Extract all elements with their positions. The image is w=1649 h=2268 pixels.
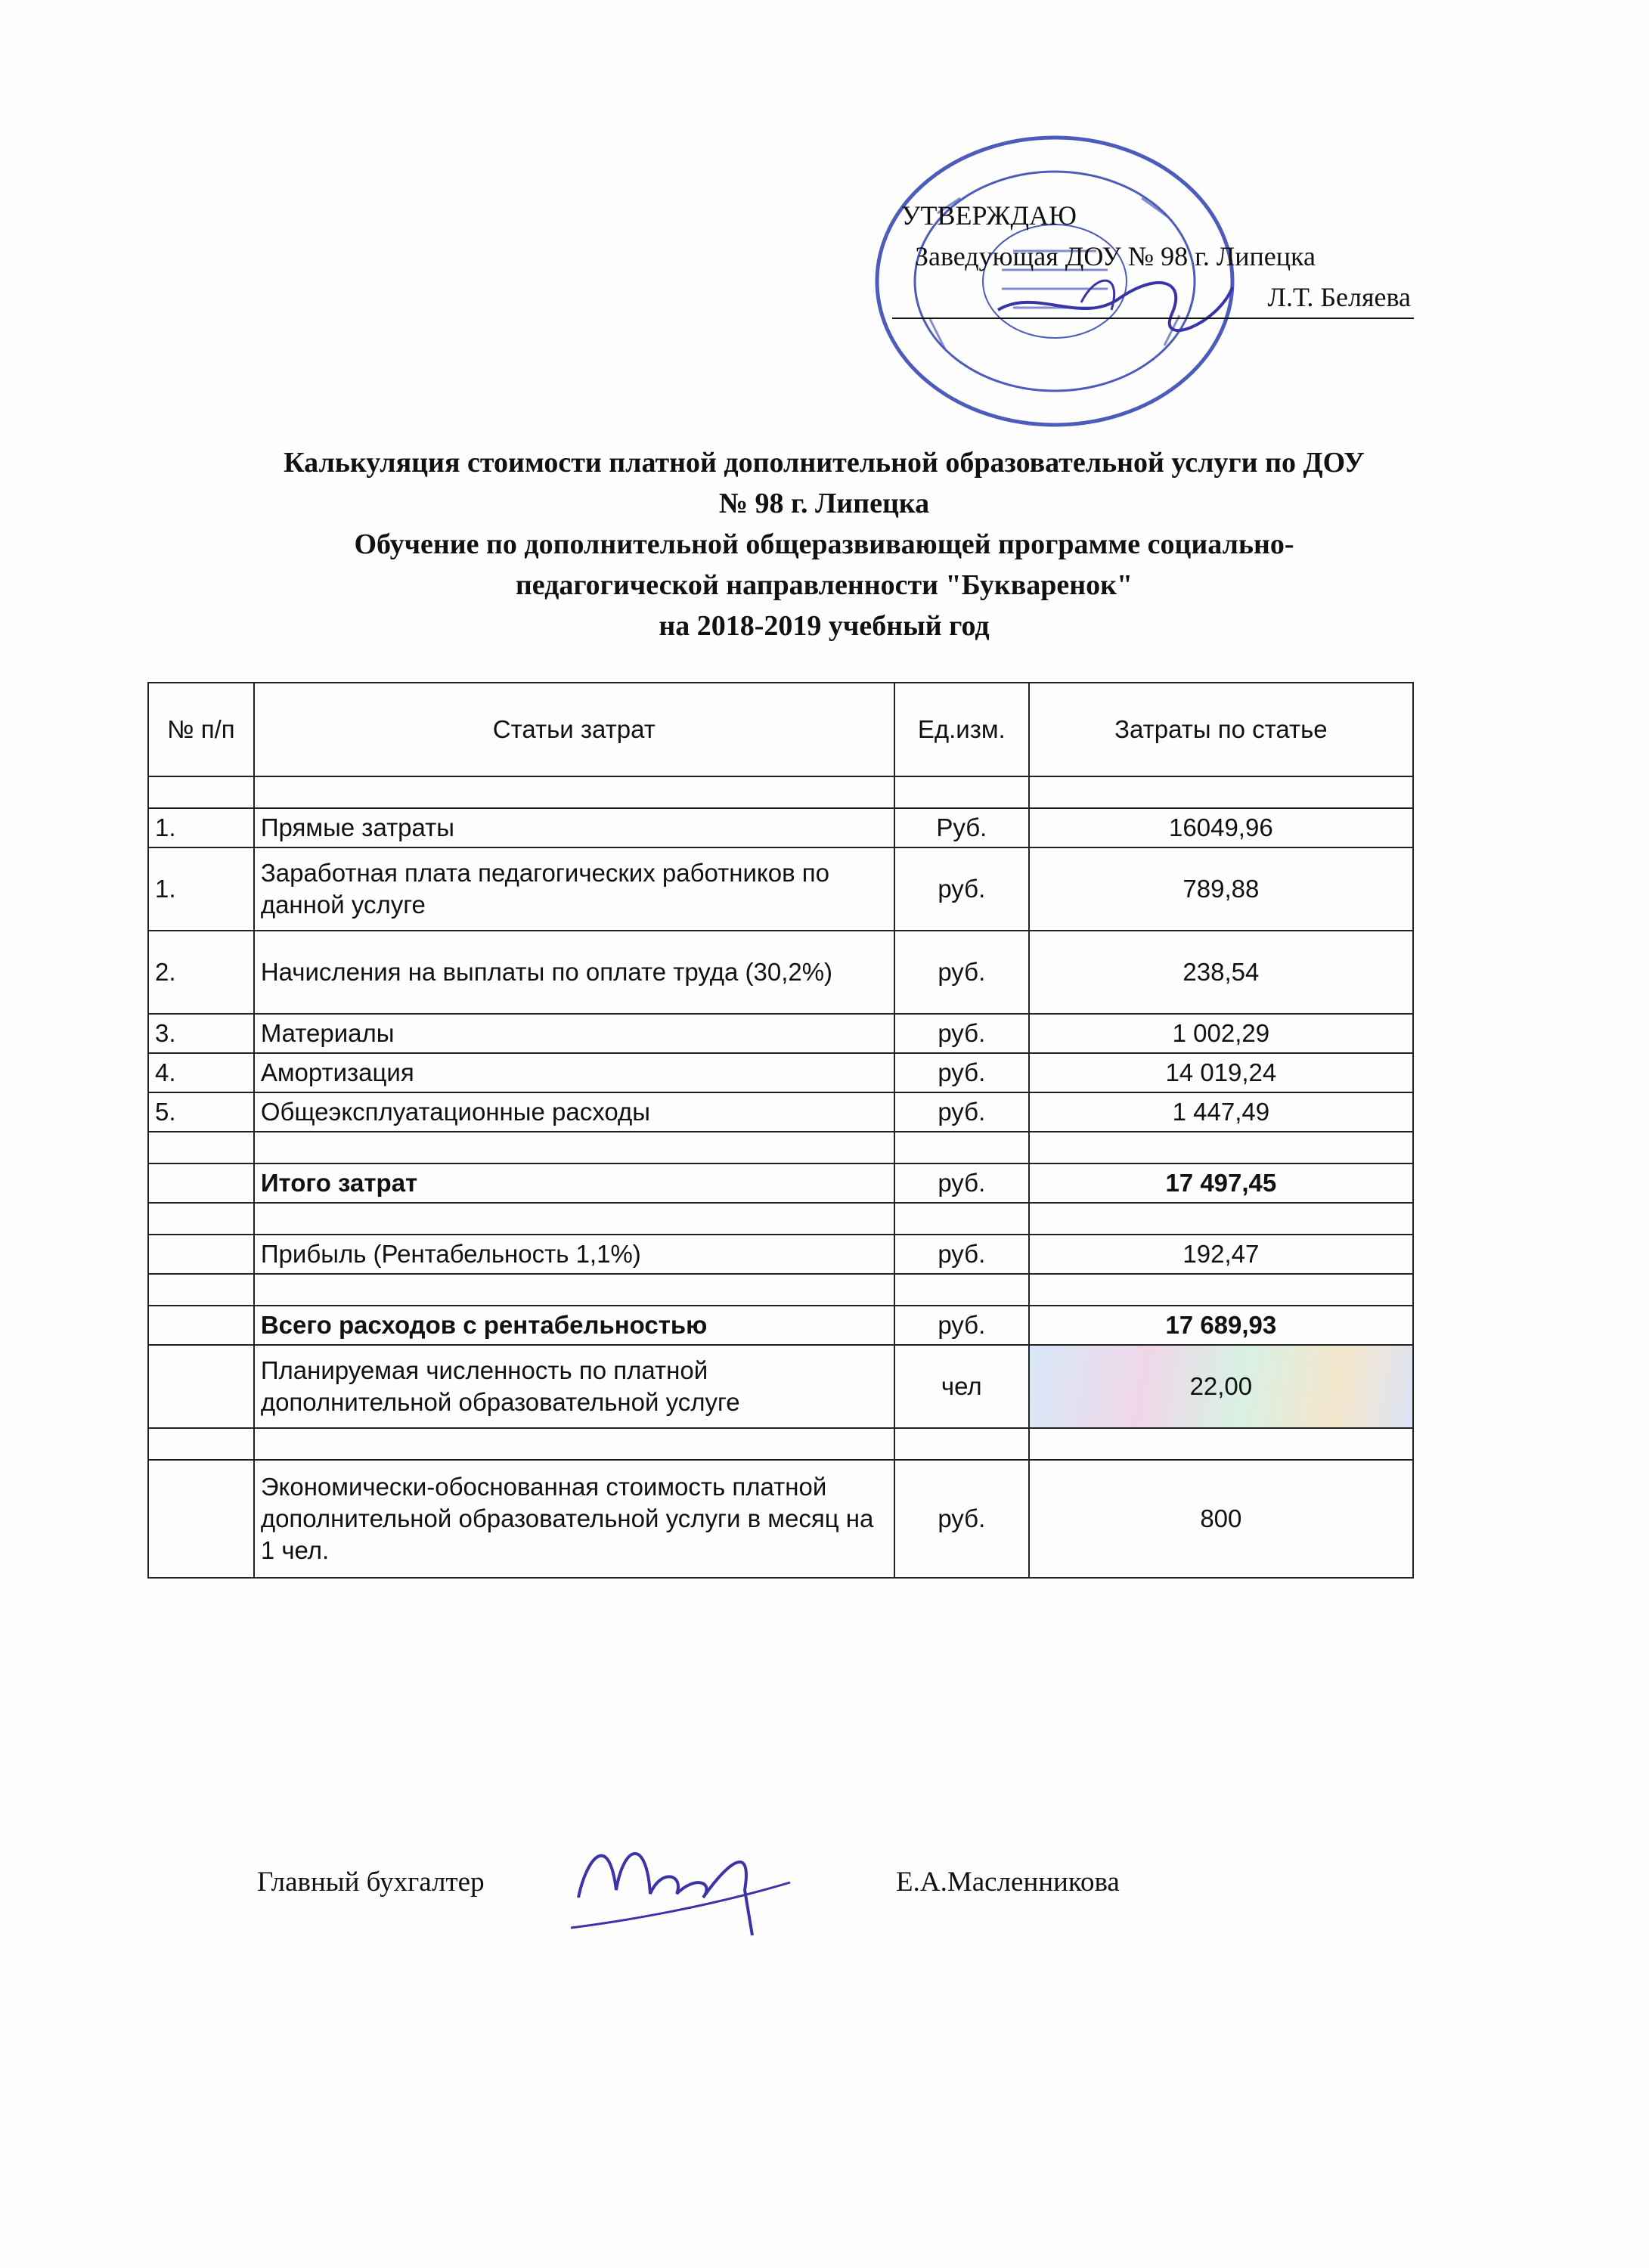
cell-item: Амортизация <box>254 1053 894 1092</box>
cell-number <box>148 1306 254 1345</box>
cell-unit: руб. <box>894 1092 1029 1132</box>
cell-number <box>148 776 254 808</box>
cell-number <box>148 1274 254 1306</box>
cell-number <box>148 1132 254 1163</box>
cell-cost <box>1029 776 1413 808</box>
cell-cost: 800 <box>1029 1460 1413 1578</box>
cell-cost: 1 447,49 <box>1029 1092 1413 1132</box>
cell-number: 4. <box>148 1053 254 1092</box>
cell-item: Прямые затраты <box>254 808 894 847</box>
approval-position: Заведующая ДОУ № 98 г. Липецка <box>915 241 1316 271</box>
cell-cost: 789,88 <box>1029 847 1413 931</box>
cell-cost: 17 689,93 <box>1029 1306 1413 1345</box>
table-row <box>148 847 1413 931</box>
cell-item: Материалы <box>254 1014 894 1053</box>
cell-unit: руб. <box>894 1460 1029 1578</box>
cell-number: 3. <box>148 1014 254 1053</box>
cell-item: Планируемая численность по платной дополнительной образовательной услуге <box>254 1345 894 1428</box>
cell-item <box>254 1132 894 1163</box>
title-line-3: Обучение по дополнительной общеразвивающей программе социально- <box>354 528 1294 560</box>
cell-number <box>148 1345 254 1428</box>
cell-cost: 14 019,24 <box>1029 1053 1413 1092</box>
cell-cost <box>1029 1428 1413 1460</box>
title-line-4: педагогической направленности "Букваренок" <box>515 569 1133 601</box>
cell-cost <box>1029 1203 1413 1235</box>
table-row <box>148 1053 1413 1092</box>
cell-item: Заработная плата педагогических работников по данной услуге <box>254 847 894 931</box>
cell-cost: 16049,96 <box>1029 808 1413 847</box>
header-item: Статьи затрат <box>254 683 894 776</box>
cell-unit: руб. <box>894 1053 1029 1092</box>
cell-item <box>254 776 894 808</box>
cell-number: 2. <box>148 931 254 1014</box>
cell-item: Начисления на выплаты по оплате труда (30,2%) <box>254 931 894 1014</box>
cell-unit: руб. <box>894 1235 1029 1274</box>
cell-number: 1. <box>148 808 254 847</box>
cell-item: Экономически-обоснованная стоимость платной дополнительной образовательной услуги в месяц на 1 чел. <box>254 1460 894 1578</box>
cell-cost: 192,47 <box>1029 1235 1413 1274</box>
table-row <box>148 1345 1413 1428</box>
approval-block <box>892 195 1414 319</box>
cell-unit <box>894 776 1029 808</box>
cell-number <box>148 1235 254 1274</box>
table-row <box>148 1428 1413 1460</box>
header-unit: Ед.изм. <box>894 683 1029 776</box>
table-row <box>148 1132 1413 1163</box>
approval-heading: УТВЕРЖДАЮ <box>901 200 1077 231</box>
cell-unit <box>894 1132 1029 1163</box>
table-row <box>148 1203 1413 1235</box>
cell-number <box>148 1163 254 1203</box>
cell-cost: 22,00 <box>1029 1345 1413 1428</box>
table-row <box>148 776 1413 808</box>
cell-unit: руб. <box>894 1014 1029 1053</box>
cell-unit: Руб. <box>894 808 1029 847</box>
cell-cost <box>1029 1274 1413 1306</box>
title-line-2: № 98 г. Липецка <box>718 488 930 519</box>
cell-unit <box>894 1274 1029 1306</box>
accountant-label: Главный бухгалтер <box>257 1867 485 1898</box>
table-row <box>148 1460 1413 1578</box>
table-row <box>148 1306 1413 1345</box>
cell-item: Всего расходов с рентабельностью <box>254 1306 894 1345</box>
cell-number: 1. <box>148 847 254 931</box>
accountant-signature <box>563 1814 798 1943</box>
cell-unit: руб. <box>894 1163 1029 1203</box>
cell-item <box>254 1203 894 1235</box>
table-row <box>148 1163 1413 1203</box>
cell-cost <box>1029 1132 1413 1163</box>
cell-unit <box>894 1203 1029 1235</box>
table-row <box>148 1274 1413 1306</box>
cell-unit: чел <box>894 1345 1029 1428</box>
table-row <box>148 1235 1413 1274</box>
header-number: № п/п <box>148 683 254 776</box>
table-row <box>148 931 1413 1014</box>
cell-number <box>148 1428 254 1460</box>
cost-table <box>147 682 1414 1579</box>
cell-cost: 238,54 <box>1029 931 1413 1014</box>
cell-unit: руб. <box>894 931 1029 1014</box>
cell-unit: руб. <box>894 847 1029 931</box>
header-cost: Затраты по статье <box>1029 683 1413 776</box>
accountant-name: Е.А.Масленникова <box>896 1867 1120 1898</box>
cell-item: Общеэксплуатационные расходы <box>254 1092 894 1132</box>
cell-number <box>148 1460 254 1578</box>
cell-number: 5. <box>148 1092 254 1132</box>
approval-name: Л.Т. Беляева <box>892 277 1414 319</box>
table-header-row <box>148 683 1413 776</box>
cell-cost: 1 002,29 <box>1029 1014 1413 1053</box>
document-title <box>91 442 1558 646</box>
title-line-5: на 2018-2019 учебный год <box>659 610 990 642</box>
table-row <box>148 1014 1413 1053</box>
cell-unit <box>894 1428 1029 1460</box>
table-row <box>148 808 1413 847</box>
cell-item <box>254 1274 894 1306</box>
cell-number <box>148 1203 254 1235</box>
cell-item: Итого затрат <box>254 1163 894 1203</box>
cell-item: Прибыль (Рентабельность 1,1%) <box>254 1235 894 1274</box>
table-row <box>148 1092 1413 1132</box>
title-line-1: Калькуляция стоимости платной дополнительной образовательной услуги по ДОУ <box>284 447 1365 479</box>
cell-item <box>254 1428 894 1460</box>
cell-cost: 17 497,45 <box>1029 1163 1413 1203</box>
cell-unit: руб. <box>894 1306 1029 1345</box>
